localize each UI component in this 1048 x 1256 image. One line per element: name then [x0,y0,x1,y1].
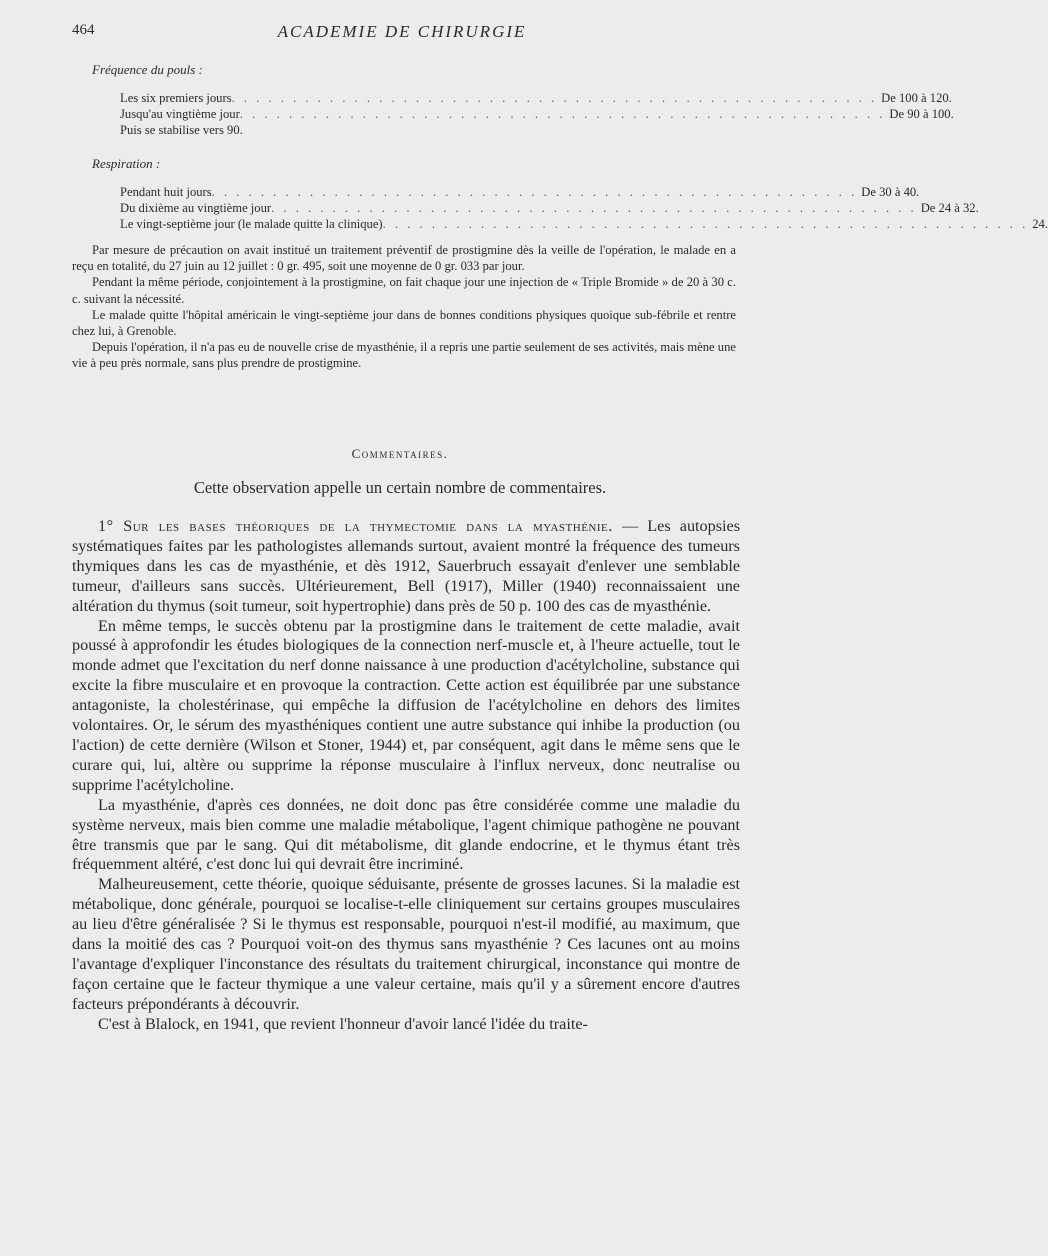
list-item-value: 24. [1032,217,1048,231]
list-item [120,90,952,106]
paragraph [72,517,740,617]
pouls-label: Fréquence du pouls : [92,62,203,77]
paragraph: C'est à Blalock, en 1941, que revient l'honneur d'avoir lancé l'idée du traite- [98,1014,588,1033]
list-item [120,106,954,122]
pouls-note: Puis se stabilise vers 90. [120,123,243,137]
list-item [120,122,720,138]
paragraph-text: — Les autopsies systématiques faites par les pathologistes allemands surtout, avaient montré la fréquence des tumeurs thymiques dans les cas de myasthénie, et dès 1912, Sauerbruch essayait d'enlever une semblable tumeur, d'ailleurs sans succès. Ultérieurement, Bell (1917), Miller (1940) reconnaissaient une altération du thymus (soit tumeur, soit hypertrophie) dans près de 50 p. 100 des cas de myasthénie. [72,517,740,615]
page-header [72,22,732,44]
respiration-label: Respiration : [92,156,161,171]
leader-dots: . . . . . . . . . . . . . . . . . . . . . . . . . . . . . . . . . . . . . . . . . . . . . . . . . . . . . [239,107,886,121]
list-item-value: De 30 à 40. [861,185,920,199]
paragraph: En même temps, le succès obtenu par la prostigmine dans le traitement de cette maladie, avait poussé à approfondir les études biologiques de la connection nerf-muscle et, à l'heure actuelle, tout le monde admet que l'excitation du nerf donne naissance à une production d'acétylcholine, substance qui excite la fibre musculaire et en provoque la contraction. Cette action est équilibrée par une substance antagoniste, la cholestérinase, qui empêche la diffusion de l'acétylcholine en dehors des limites volontaires. Or, le sérum des myasthéniques contient une autre substance qui inhibe la production (ou l'action) de cette dernière (Wilson et Stoner, 1944) et, par conséquent, agit dans le même sens que le curare qui, lui, altère ou supprime la réponse musculaire à l'influx nerveux, donc neutralise ou supprime l'acétylcholine. [72,616,740,794]
list-item-label: Du dixième au vingtième jour [120,201,272,215]
pouls-list [120,90,954,138]
paragraph: La myasthénie, d'après ces données, ne doit donc pas être considérée comme une maladie du système nerveux, mais bien comme une maladie métabolique, l'agent chimique pathogène ne pouvant être transmis que par le sang. Qui dit métabolisme, dit glande endocrine, et le thymus étant très fréquemment altéré, c'est donc lui qui devrait être incriminé. [72,795,740,874]
paragraph: Malheureusement, cette théorie, quoique séduisante, présente de grosses lacunes. Si la maladie est métabolique, donc générale, pourquoi se localise-t-elle cliniquement sur certains groupes musculaires au lieu d'être généralisée ? Si le thymus est responsable, pourquoi n'est-il modifié, au maximum, que dans la moitié des cas ? Pourquoi voit-on des thymus sans myasthénie ? Ces lacunes ont au moins l'avantage d'expliquer l'inconstance des résultats du traitement chirurgical, inconstance qui montre de façon certaine que le facteur thymique a une valeur certaine, mais qu'il y a sûrement encore d'autres facteurs prépondérants à découvrir. [72,875,740,1013]
paragraph: Le malade quitte l'hôpital américain le vingt-septième jour dans de bonnes conditions physiques quoique sub-fébrile et rentre chez lui, à Grenoble. [72,307,736,339]
list-item [120,216,1048,232]
page-number: 464 [72,22,95,38]
lead-sentence: Cette observation appelle un certain nombre de commentaires. [193,478,607,497]
list-item-label: Les six premiers jours [120,91,232,105]
list-item [120,200,979,216]
leader-dots: . . . . . . . . . . . . . . . . . . . . . . . . . . . . . . . . . . . . . . . . . . . . . . . . . . . . . [231,91,878,105]
list-item-label: Jusqu'au vingtième jour [120,107,240,121]
main-text [72,517,740,1035]
list-item-value: De 90 à 100. [889,107,954,121]
paragraph: Pendant la même période, conjointement à la prostigmine, on fait chaque jour une injection de « Triple Bromide » de 20 à 30 c. c. suivant la nécessité. [72,275,736,306]
list-item-label: Le vingt-septième jour (le malade quitte la clinique) [120,217,383,231]
paragraph: Par mesure de précaution on avait institué un traitement préventif de prostigmine dès la veille de l'opération, le malade en a reçu en totalité, du 27 juin au 12 juillet : 0 gr. 495, soit une moyenne de 0 gr. 033 par jour. [72,243,736,274]
section-heading: Commentaires. [351,446,449,461]
list-item-value: De 100 à 120. [881,91,952,105]
paragraph-heading: 1° Sur les bases théoriques de la thymectomie dans la myasthénie. [98,517,613,535]
respiration-list [120,184,1048,232]
list-item-label: Pendant huit jours [120,185,212,199]
leader-dots: . . . . . . . . . . . . . . . . . . . . . . . . . . . . . . . . . . . . . . . . . . . . . . . . . . . . . [271,201,917,215]
list-item-value: De 24 à 32. [920,201,979,215]
paragraph: Depuis l'opération, il n'a pas eu de nouvelle crise de myasthénie, il a repris une partie seulement de ses activités, mais mène une vie à peu près normale, sans plus prendre de prostigmine. [72,340,736,371]
observation-text [72,242,736,372]
leader-dots: . . . . . . . . . . . . . . . . . . . . . . . . . . . . . . . . . . . . . . . . . . . . . . . . . . . . . [211,185,858,199]
list-item [120,184,920,200]
running-title: ACADEMIE DE CHIRURGIE [277,22,527,41]
leader-dots: . . . . . . . . . . . . . . . . . . . . . . . . . . . . . . . . . . . . . . . . . . . . . . . . . . . . . [382,217,1029,231]
